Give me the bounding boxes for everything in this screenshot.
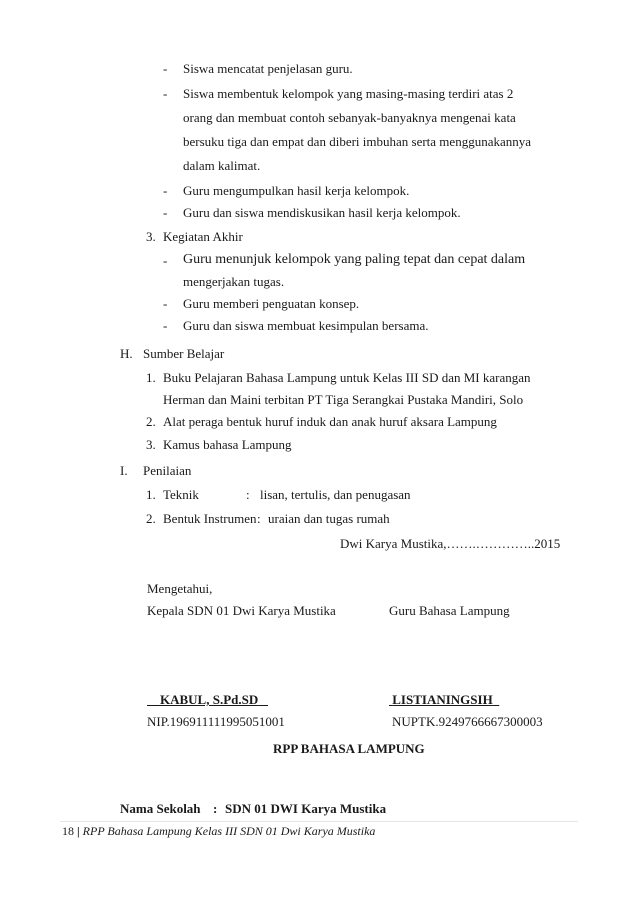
item-number: 1. bbox=[146, 370, 156, 385]
item-text: Buku Pelajaran Bahasa Lampung untuk Kelas III SD dan MI karangan bbox=[163, 370, 531, 385]
left-signatory-id: NIP.196911111995051001 bbox=[147, 714, 285, 729]
list-item-text: orang dan membuat contoh sebanyak-banyaknya mengenai kata bbox=[183, 110, 516, 125]
right-signatory-name: LISTIANINGSIH bbox=[392, 692, 493, 707]
list-item-text: Guru mengumpulkan hasil kerja kelompok. bbox=[183, 183, 410, 198]
section-title: RPP BAHASA LAMPUNG bbox=[273, 741, 425, 756]
list-dash: - bbox=[163, 61, 168, 76]
school-label: Nama Sekolah bbox=[120, 801, 201, 816]
list-item-text: Guru memberi penguatan konsep. bbox=[183, 296, 360, 311]
section-letter: I. bbox=[120, 463, 128, 478]
item-text: Alat peraga bentuk huruf induk dan anak huruf aksara Lampung bbox=[163, 414, 497, 429]
list-dash: - bbox=[163, 205, 168, 220]
section-number: 3. bbox=[146, 229, 156, 244]
place-date: Dwi Karya Mustika,…….…………..2015 bbox=[340, 536, 561, 551]
list-dash: - bbox=[163, 86, 168, 101]
left-signatory-role: Kepala SDN 01 Dwi Karya Mustika bbox=[147, 603, 336, 618]
footer-separator: | bbox=[77, 824, 80, 838]
list-item-text: dalam kalimat. bbox=[183, 158, 261, 173]
section-heading: Kegiatan Akhir bbox=[163, 229, 243, 244]
list-dash: - bbox=[163, 318, 168, 333]
item-text: Kamus bahasa Lampung bbox=[163, 437, 292, 452]
school-value: SDN 01 DWI Karya Mustika bbox=[225, 801, 387, 816]
section-heading: Penilaian bbox=[143, 463, 192, 478]
item-value: uraian dan tugas rumah bbox=[268, 511, 390, 526]
left-signatory-name: KABUL, S.Pd.SD bbox=[160, 692, 259, 707]
footer-divider bbox=[60, 821, 578, 822]
footer-title: RPP Bahasa Lampung Kelas III SDN 01 Dwi Karya Mustika bbox=[82, 824, 376, 838]
item-label: Bentuk Instrumen bbox=[163, 511, 257, 526]
right-signatory-id: NUPTK.9249766667300003 bbox=[392, 714, 543, 729]
list-dash: - bbox=[163, 296, 168, 311]
list-item-text: Siswa membentuk kelompok yang masing-masing terdiri atas 2 bbox=[183, 86, 514, 101]
school-colon: : bbox=[213, 801, 218, 816]
right-signatory-role: Guru Bahasa Lampung bbox=[389, 603, 510, 618]
item-number: 1. bbox=[146, 487, 156, 502]
item-number: 3. bbox=[146, 437, 156, 452]
section-letter: H. bbox=[120, 346, 133, 361]
item-number: 2. bbox=[146, 511, 156, 526]
item-colon: : bbox=[257, 511, 261, 526]
page-number: 18 bbox=[62, 824, 74, 838]
item-value: lisan, tertulis, dan penugasan bbox=[260, 487, 411, 502]
item-colon: : bbox=[246, 487, 250, 502]
list-item-text: Guru menunjuk kelompok yang paling tepat dan cepat dalam bbox=[183, 252, 526, 267]
acknowledgement-label: Mengetahui, bbox=[147, 581, 213, 596]
list-item-text: Guru dan siswa membuat kesimpulan bersama. bbox=[183, 318, 429, 333]
list-dash: - bbox=[163, 253, 168, 268]
list-item-text: mengerjakan tugas. bbox=[183, 274, 285, 289]
list-item-text: Guru dan siswa mendiskusikan hasil kerja kelompok. bbox=[183, 205, 461, 220]
section-heading: Sumber Belajar bbox=[143, 346, 225, 361]
list-item-text: Siswa mencatat penjelasan guru. bbox=[183, 61, 353, 76]
item-text: Herman dan Maini terbitan PT Tiga Serangkai Pustaka Mandiri, Solo bbox=[163, 392, 524, 407]
list-dash: - bbox=[163, 183, 168, 198]
item-label: Teknik bbox=[163, 487, 199, 502]
list-item-text: bersuku tiga dan empat dan diberi imbuhan serta menggunakannya bbox=[183, 134, 532, 149]
item-number: 2. bbox=[146, 414, 156, 429]
page-footer bbox=[62, 823, 375, 839]
